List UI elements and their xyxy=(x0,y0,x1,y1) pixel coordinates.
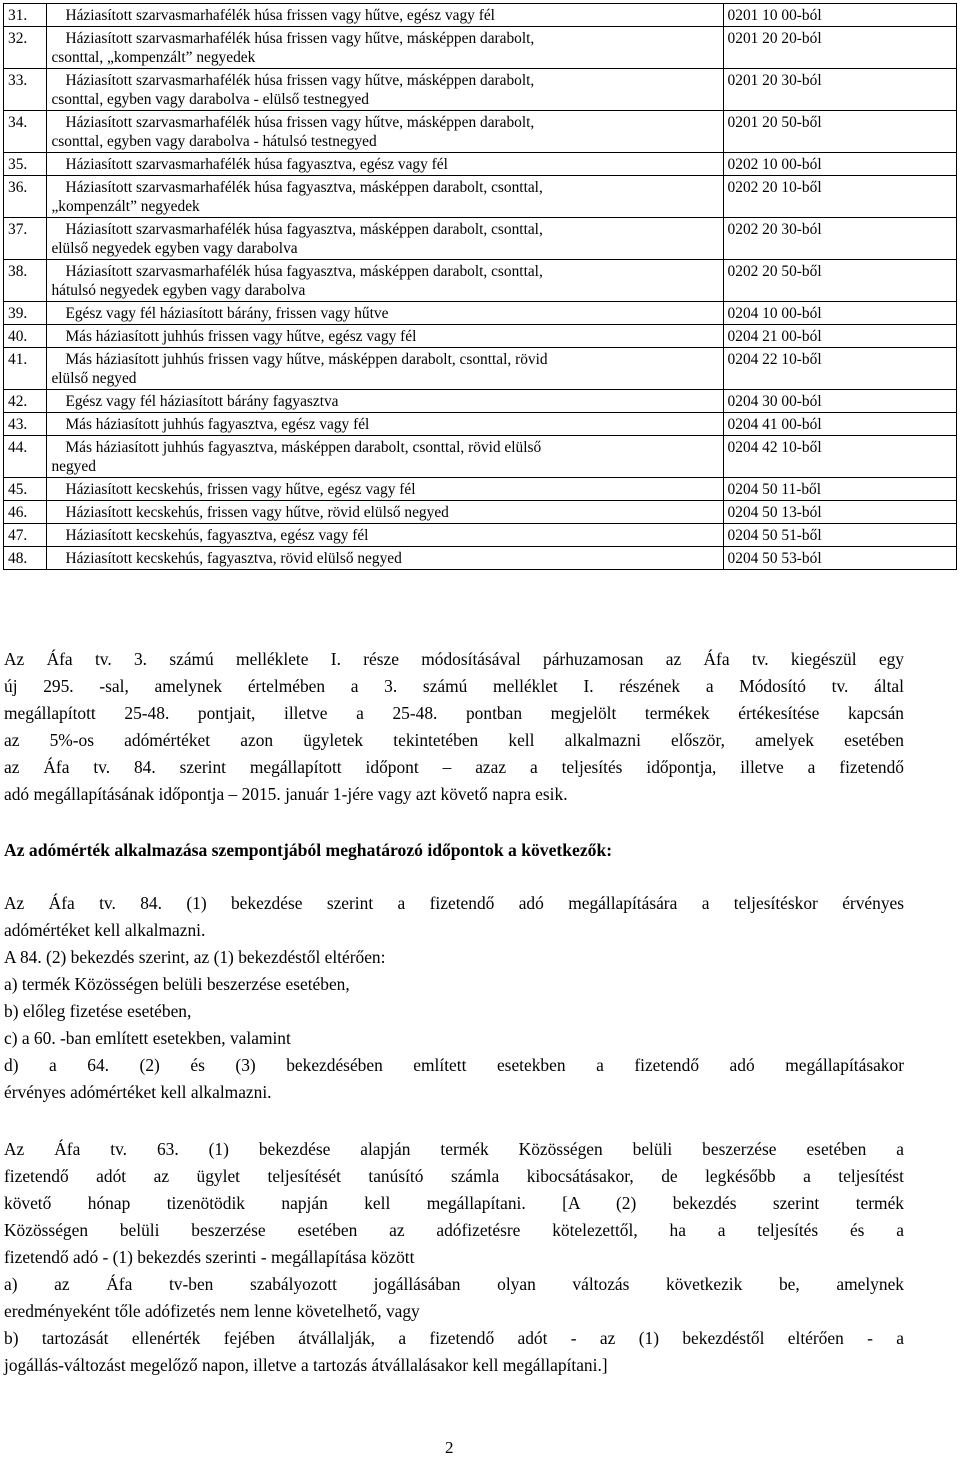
description-line: Háziasított kecskehús, fagyasztva, egész vagy fél xyxy=(65,527,369,544)
description-line: Háziasított kecskehús, frissen vagy hűtve, rövid elülső negyed xyxy=(65,504,449,521)
description-line: elülső negyedek egyben vagy darabolva xyxy=(51,240,298,257)
product-description xyxy=(47,547,723,570)
description-line: Háziasított szarvasmarhafélék húsa fagyasztva, másképpen darabolt, csonttal, xyxy=(65,221,543,238)
table-row xyxy=(4,218,957,260)
product-description xyxy=(47,390,723,413)
table-row xyxy=(4,111,957,153)
customs-code: 0202 20 10-ből xyxy=(723,176,956,218)
description-line: Háziasított szarvasmarhafélék húsa fagyasztva, egész vagy fél xyxy=(65,156,448,173)
customs-code: 0201 20 50-ből xyxy=(723,111,956,153)
product-description xyxy=(47,325,723,348)
text-line: új 295. -sal, amelynek értelmében a 3. számú melléklet I. részének a Módosító tv. által xyxy=(4,676,904,696)
product-description xyxy=(47,501,723,524)
row-number: 31. xyxy=(4,4,47,27)
table-row xyxy=(4,260,957,302)
text-line: adó megállapításának időpontja – 2015. január 1-jére vagy azt követő napra esik. xyxy=(4,784,568,804)
product-description xyxy=(47,260,723,302)
product-description xyxy=(47,302,723,325)
table-row xyxy=(4,302,957,325)
text-line: Az Áfa tv. 84. (1) bekezdése szerint a fizetendő adó megállapítására a teljesítéskor érvényes xyxy=(4,893,904,913)
table-row xyxy=(4,547,957,570)
row-number: 45. xyxy=(4,478,47,501)
text-line: A 84. (2) bekezdés szerint, az (1) bekezdéstől eltérően: xyxy=(4,947,386,967)
customs-code: 0202 20 50-ből xyxy=(723,260,956,302)
description-line: csonttal, „kompenzált” negyedek xyxy=(51,49,256,66)
text-line: c) a 60. -ban említett esetekben, valamint xyxy=(4,1028,291,1048)
page-number: 2 xyxy=(445,1438,454,1457)
row-number: 38. xyxy=(4,260,47,302)
text-line: eredményeként tőle adófizetés nem lenne követelhető, vagy xyxy=(4,1301,420,1321)
product-description xyxy=(47,413,723,436)
text-line: érvényes adómértéket kell alkalmazni. xyxy=(4,1082,272,1102)
row-number: 37. xyxy=(4,218,47,260)
description-line: Más háziasított juhhús fagyasztva, másképpen darabolt, csonttal, rövid elülső xyxy=(65,439,542,456)
text-line: a) az Áfa tv-ben szabályozott jogállásában olyan változás következik be, amelynek xyxy=(4,1274,904,1294)
section-heading: Az adómérték alkalmazása szempontjából meghatározó időpontok a következők: xyxy=(4,840,613,860)
table-row xyxy=(4,27,957,69)
description-line: hátulsó negyedek egyben vagy darabolva xyxy=(51,282,306,299)
description-line: negyed xyxy=(51,458,96,475)
customs-code: 0201 20 20-ból xyxy=(723,27,956,69)
text-line: fizetendő adó - (1) bekezdés szerinti - megállapítása között xyxy=(4,1247,415,1267)
row-number: 43. xyxy=(4,413,47,436)
row-number: 33. xyxy=(4,69,47,111)
table-row xyxy=(4,69,957,111)
text-line: b) tartozását ellenérték fejében átvállalják, a fizetendő adót - az (1) bekezdéstől eltérően - a xyxy=(4,1328,904,1348)
product-table-body xyxy=(4,4,957,570)
row-number: 35. xyxy=(4,153,47,176)
row-number: 48. xyxy=(4,547,47,570)
description-line: Háziasított kecskehús, frissen vagy hűtve, egész vagy fél xyxy=(65,481,416,498)
table-row xyxy=(4,348,957,390)
description-line: Egész vagy fél háziasított bárány fagyasztva xyxy=(65,393,339,410)
row-number: 44. xyxy=(4,436,47,478)
description-line: csonttal, egyben vagy darabolva - elülső testnegyed xyxy=(51,91,369,108)
description-line: Egész vagy fél háziasított bárány, frissen vagy hűtve xyxy=(65,305,389,322)
description-line: „kompenzált” negyedek xyxy=(51,198,200,215)
table-row xyxy=(4,478,957,501)
text-line: fizetendő adót az ügylet teljesítését tanúsító számla kibocsátásakor, de legkésőbb a teljesítést xyxy=(4,1166,904,1186)
customs-code: 0204 41 00-ból xyxy=(723,413,956,436)
customs-code: 0204 22 10-ből xyxy=(723,348,956,390)
description-line: Más háziasított juhhús frissen vagy hűtve, másképpen darabolt, csonttal, rövid xyxy=(65,351,548,368)
table-row xyxy=(4,153,957,176)
product-description xyxy=(47,176,723,218)
description-line: Háziasított szarvasmarhafélék húsa fagyasztva, másképpen darabolt, csonttal, xyxy=(65,263,543,280)
table-row xyxy=(4,436,957,478)
product-description xyxy=(47,348,723,390)
paragraph-determining-dates xyxy=(4,890,904,1106)
customs-code: 0204 42 10-ből xyxy=(723,436,956,478)
product-description xyxy=(47,218,723,260)
table-row xyxy=(4,390,957,413)
text-line: az Áfa tv. 84. szerint megállapított időpont – azaz a teljesítés időpontja, illetve a fizetendő xyxy=(4,757,904,777)
customs-code: 0204 50 53-ból xyxy=(723,547,956,570)
product-description xyxy=(47,153,723,176)
paragraph-tax-rate-intro xyxy=(4,646,904,808)
row-number: 36. xyxy=(4,176,47,218)
description-line: Háziasított szarvasmarhafélék húsa frissen vagy hűtve, másképpen darabolt, xyxy=(65,114,535,131)
customs-code: 0204 30 00-ból xyxy=(723,390,956,413)
table-row xyxy=(4,501,957,524)
table-row xyxy=(4,176,957,218)
description-line: Háziasított szarvasmarhafélék húsa frissen vagy hűtve, másképpen darabolt, xyxy=(65,72,535,89)
table-row xyxy=(4,4,957,27)
product-description xyxy=(47,111,723,153)
description-line: Háziasított szarvasmarhafélék húsa fagyasztva, másképpen darabolt, csonttal, xyxy=(65,179,543,196)
text-line: adómértéket kell alkalmazni. xyxy=(4,920,206,940)
row-number: 47. xyxy=(4,524,47,547)
customs-code: 0204 50 51-ből xyxy=(723,524,956,547)
table-row xyxy=(4,325,957,348)
customs-code: 0204 10 00-ból xyxy=(723,302,956,325)
text-line: d) a 64. (2) és (3) bekezdésében említett esetekben a fizetendő adó megállapításakor xyxy=(4,1055,904,1075)
text-line: Az Áfa tv. 63. (1) bekezdése alapján termék Közösségen belüli beszerzése esetében a xyxy=(4,1139,904,1159)
customs-code: 0201 10 00-ból xyxy=(723,4,956,27)
table-row xyxy=(4,413,957,436)
description-line: Háziasított kecskehús, fagyasztva, rövid elülső negyed xyxy=(65,550,402,567)
customs-code: 0202 10 00-ból xyxy=(723,153,956,176)
row-number: 34. xyxy=(4,111,47,153)
text-line: a) termék Közösségen belüli beszerzése esetében, xyxy=(4,974,350,994)
row-number: 32. xyxy=(4,27,47,69)
row-number: 40. xyxy=(4,325,47,348)
description-line: elülső negyed xyxy=(51,370,137,387)
customs-code: 0202 20 30-ból xyxy=(723,218,956,260)
row-number: 39. xyxy=(4,302,47,325)
product-description xyxy=(47,478,723,501)
row-number: 42. xyxy=(4,390,47,413)
description-line: Más háziasított juhhús fagyasztva, egész vagy fél xyxy=(65,416,370,433)
customs-code: 0201 20 30-ból xyxy=(723,69,956,111)
customs-code: 0204 21 00-ból xyxy=(723,325,956,348)
text-line: Közösségen belüli beszerzése esetében az adófizetésre kötelezettől, ha a teljesítés és a xyxy=(4,1220,904,1240)
customs-code: 0204 50 11-ből xyxy=(723,478,956,501)
product-description xyxy=(47,4,723,27)
text-line: Az Áfa tv. 3. számú melléklete I. része módosításával párhuzamosan az Áfa tv. kiegészül egy xyxy=(4,649,904,669)
customs-code: 0204 50 13-ból xyxy=(723,501,956,524)
description-line: Háziasított szarvasmarhafélék húsa frissen vagy hűtve, egész vagy fél xyxy=(65,7,495,24)
text-line: b) előleg fizetése esetében, xyxy=(4,1001,192,1021)
product-description xyxy=(47,69,723,111)
paragraph-intra-community-acquisition xyxy=(4,1136,904,1379)
description-line: Háziasított szarvasmarhafélék húsa frissen vagy hűtve, másképpen darabolt, xyxy=(65,30,535,47)
text-line: az 5%-os adómértéket azon ügyletek tekintetében kell alkalmazni először, amelyek esetében xyxy=(4,730,904,750)
row-number: 46. xyxy=(4,501,47,524)
row-number: 41. xyxy=(4,348,47,390)
description-line: csonttal, egyben vagy darabolva - hátulsó testnegyed xyxy=(51,133,377,150)
text-line: megállapított 25-48. pontjait, illetve a 25-48. pontban megjelölt termékek értékesítése kapcsán xyxy=(4,703,904,723)
text-line: jogállás-változást megelőző napon, illetve a tartozás átvállalásakor kell megállapítani.] xyxy=(4,1355,608,1375)
product-description xyxy=(47,524,723,547)
product-description xyxy=(47,436,723,478)
product-description xyxy=(47,27,723,69)
product-table xyxy=(3,3,957,570)
table-row xyxy=(4,524,957,547)
description-line: Más háziasított juhhús frissen vagy hűtve, egész vagy fél xyxy=(65,328,417,345)
text-line: követő hónap tizenötödik napján kell megállapítani. [A (2) bekezdés szerint termék xyxy=(4,1193,904,1213)
